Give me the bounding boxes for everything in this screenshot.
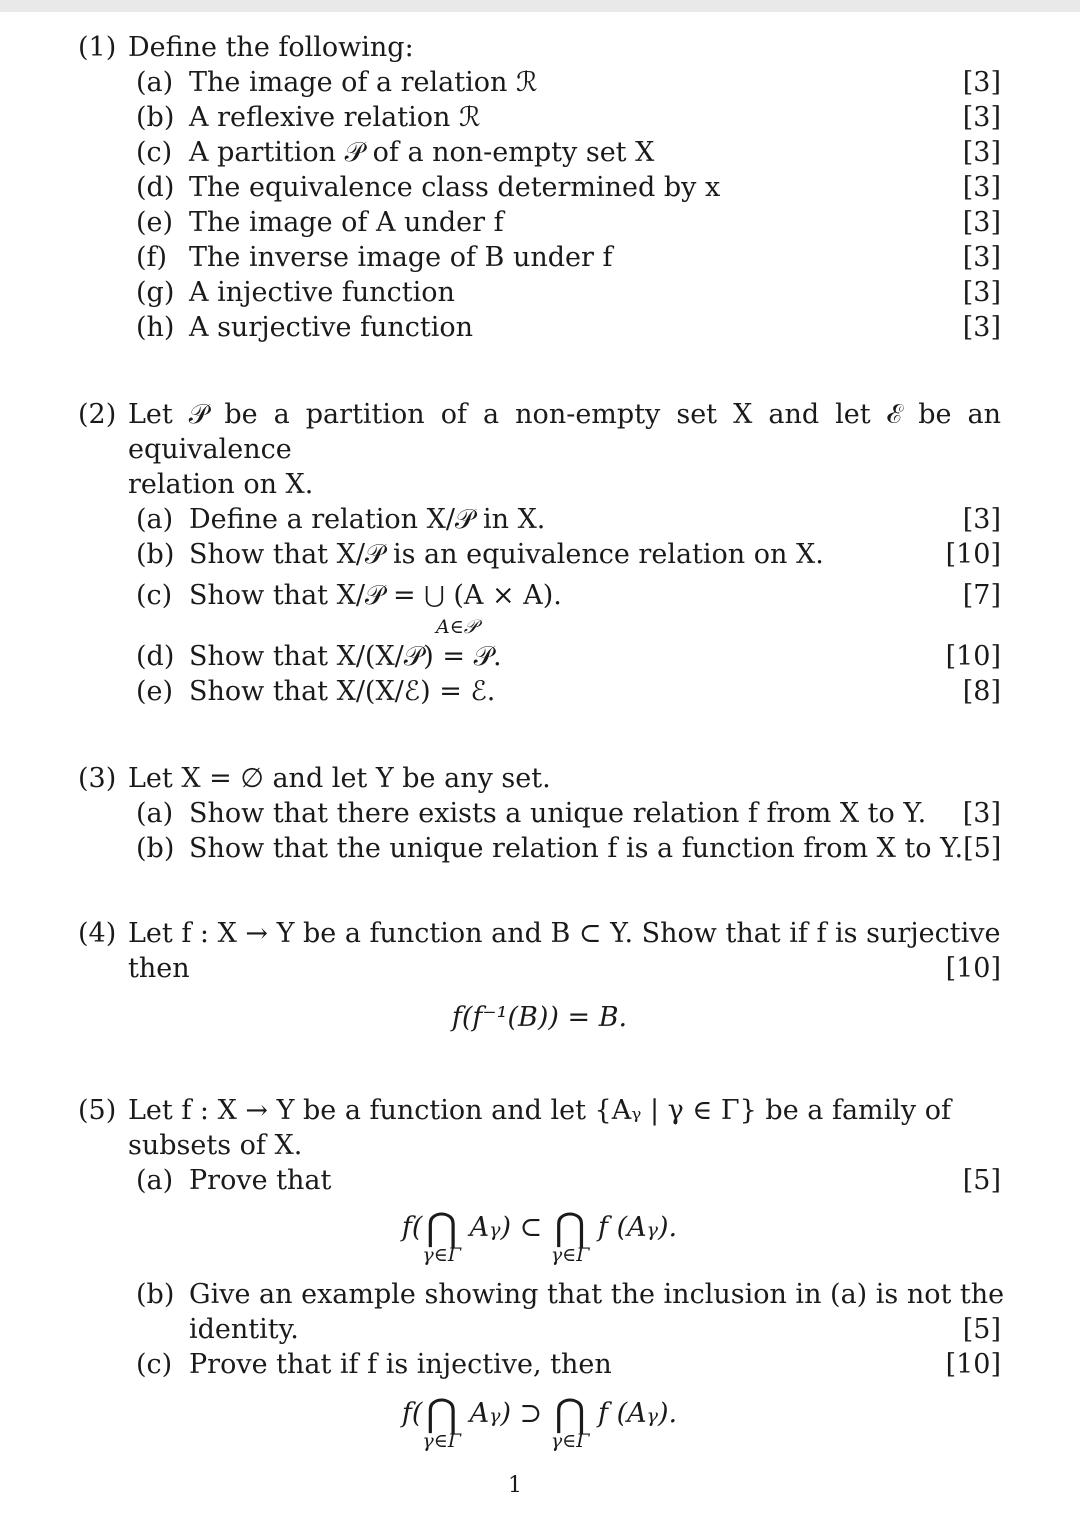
intersection-index-c2: γ∈Γ [550,1430,590,1452]
question-5-number: (5) [78,1095,117,1126]
formula-a-subscript: γ [489,1219,501,1241]
q3-item-mark: [3] [962,798,1001,829]
q3-item-label: (a) [136,798,174,829]
formula-a-mid: ) ⊂ [500,1212,551,1243]
q1-item-text: The image of a relation ℛ [189,67,538,98]
q1-item-c [78,135,1001,170]
formula-a-end: ). [657,1212,678,1243]
q3-item-b [78,831,1001,866]
q2-item-label: (e) [136,676,174,707]
q1-item-label: (c) [136,137,173,168]
q1-item-e [78,205,1001,240]
q1-item-text: A injective function [189,277,455,308]
q1-item-label: (g) [136,277,175,308]
q5-item-label: (c) [136,1349,173,1380]
q5-item-b [78,1277,1005,1312]
intersection-symbol-c1: ⋂ [426,1391,458,1435]
q3-item-text: Show that the unique relation f is a function from X to Y. [189,833,964,864]
q5-item-b-cont [78,1312,1001,1347]
question-2-intro-line-1: Let 𝒫 be a partition of a non-empty set X and let ℰ be an equivalence [128,399,1001,465]
q2-item-label: (b) [136,539,175,570]
formula-c-left: f( [401,1398,423,1429]
q1-item-d [78,170,1001,205]
question-2-number: (2) [78,399,117,430]
q5-item-mark: [5] [962,1165,1001,1196]
question-4-intro-line-2: then [128,953,190,984]
q5-item-c [78,1347,1001,1382]
q2-item-mark: [7] [962,580,1001,611]
q1-item-text: The inverse image of B under f [189,242,613,273]
q2-item-text: Define a relation X/𝒫 in X. [189,504,546,535]
q3-item-a [78,796,1001,831]
top-band [0,0,1080,12]
formula-c-end: ). [657,1398,678,1429]
question-5-intro-line-2: subsets of X. [128,1130,303,1161]
question-4-line-2 [78,951,1001,986]
q1-item-text: A partition 𝒫 of a non-empty set X [189,137,655,168]
q2-item-mark: [8] [962,676,1001,707]
q1-item-label: (b) [136,102,175,133]
question-1-number: (1) [78,32,117,63]
question-5 [78,1093,1005,1452]
question-3-intro: Let X = ∅ and let Y be any set. [128,763,551,794]
q5-item-label: (a) [136,1165,174,1196]
q1-item-text: The equivalence class determined by x [189,172,721,203]
intersection-index-c1: γ∈Γ [422,1430,462,1452]
q2-item-text: Show that X/(X/ℰ) = ℰ. [189,676,496,707]
q5-item-text: Prove that [189,1165,332,1196]
q1-item-b [78,100,1001,135]
q1-item-g [78,275,1001,310]
exam-page [78,30,1005,1461]
q2-item-d [78,639,1001,674]
formula-a-set: A [469,1212,490,1243]
intersection-symbol-c2: ⋂ [554,1391,586,1435]
q2-item-b [78,537,1001,572]
q1-item-mark: [3] [962,67,1001,98]
q2-item-c [78,578,1001,613]
q1-item-label: (f) [136,242,168,273]
page-number: 1 [508,1473,522,1498]
question-4-formula: f(f⁻¹(B)) = B. [451,1002,628,1033]
q5-formula-c [78,1391,1001,1452]
question-5-intro-line-1: Let f : X → Y be a function and let {Aᵧ | γ ∈ Γ} be a family of [128,1095,951,1126]
q5-item-b-text-2: identity. [189,1314,299,1345]
q1-item-mark: [3] [962,102,1001,133]
q1-item-mark: [3] [962,172,1001,203]
question-4-intro-line-1: Let f : X → Y be a function and B ⊂ Y. Show that if f is surjective [128,918,1001,949]
question-1 [78,30,1001,345]
q1-item-mark: [3] [962,312,1001,343]
question-3-number: (3) [78,763,117,794]
intersection-index-a1: γ∈Γ [422,1244,462,1266]
q1-item-label: (a) [136,67,174,98]
question-4-mark: [10] [945,953,1001,984]
q2-item-e [78,674,1001,709]
q5-item-label: (b) [136,1279,175,1310]
intersection-index-a2: γ∈Γ [550,1244,590,1266]
q1-item-f [78,240,1001,275]
q1-item-label: (d) [136,172,175,203]
q3-item-mark: [5] [963,833,1002,864]
q2-item-label: (a) [136,504,174,535]
formula-a-right-subscript: γ [646,1219,658,1241]
formula-c-set: A [469,1398,490,1429]
q2-item-mark: [10] [945,539,1001,570]
question-2-intro-line-2: relation on X. [128,469,314,500]
formula-c-right: f (A [598,1398,647,1429]
q2-item-label: (c) [136,580,173,611]
q5-formula-a [78,1205,1001,1266]
q1-item-label: (h) [136,312,175,343]
q5-item-a [78,1163,1001,1198]
q3-item-text: Show that there exists a unique relation f from X to Y. [189,798,927,829]
formula-c-subscript: γ [489,1405,501,1427]
q1-item-text: The image of A under f [189,207,504,238]
question-3 [78,761,1001,866]
q2-item-label: (d) [136,641,175,672]
formula-a-left: f( [401,1212,423,1243]
q5-item-mark: [5] [962,1314,1001,1345]
q1-item-text: A surjective function [189,312,474,343]
q1-item-a [78,65,1001,100]
q5-item-b-text-1: Give an example showing that the inclusion in (a) is not the [189,1279,1005,1310]
q2-item-text: Show that X/(X/𝒫) = 𝒫. [189,641,502,672]
q1-item-h [78,310,1001,345]
formula-a-right: f (A [598,1212,647,1243]
question-1-intro: Define the following: [128,32,414,63]
q1-item-mark: [3] [962,137,1001,168]
q5-item-mark: [10] [945,1349,1001,1380]
question-2 [78,397,1001,709]
question-4-number: (4) [78,918,117,949]
q2-item-text: Show that X/𝒫 = ⋃ (A × A). [189,580,562,611]
q2-item-mark: [10] [945,641,1001,672]
question-4 [78,916,1001,1035]
q1-item-text: A reflexive relation ℛ [189,102,481,133]
q2-union-index: A∈𝒫 [436,616,478,638]
q2-item-a [78,502,1001,537]
q1-item-mark: [3] [962,242,1001,273]
formula-c-mid: ) ⊃ [500,1398,551,1429]
intersection-symbol-a2: ⋂ [554,1205,586,1249]
q3-item-label: (b) [136,833,175,864]
q5-item-text: Prove that if f is injective, then [189,1349,612,1380]
q1-item-label: (e) [136,207,174,238]
intersection-symbol-a1: ⋂ [426,1205,458,1249]
formula-c-right-subscript: γ [646,1405,658,1427]
q2-item-text: Show that X/𝒫 is an equivalence relation on X. [189,539,824,570]
q1-item-mark: [3] [962,277,1001,308]
q1-item-mark: [3] [962,207,1001,238]
q2-item-mark: [3] [962,504,1001,535]
